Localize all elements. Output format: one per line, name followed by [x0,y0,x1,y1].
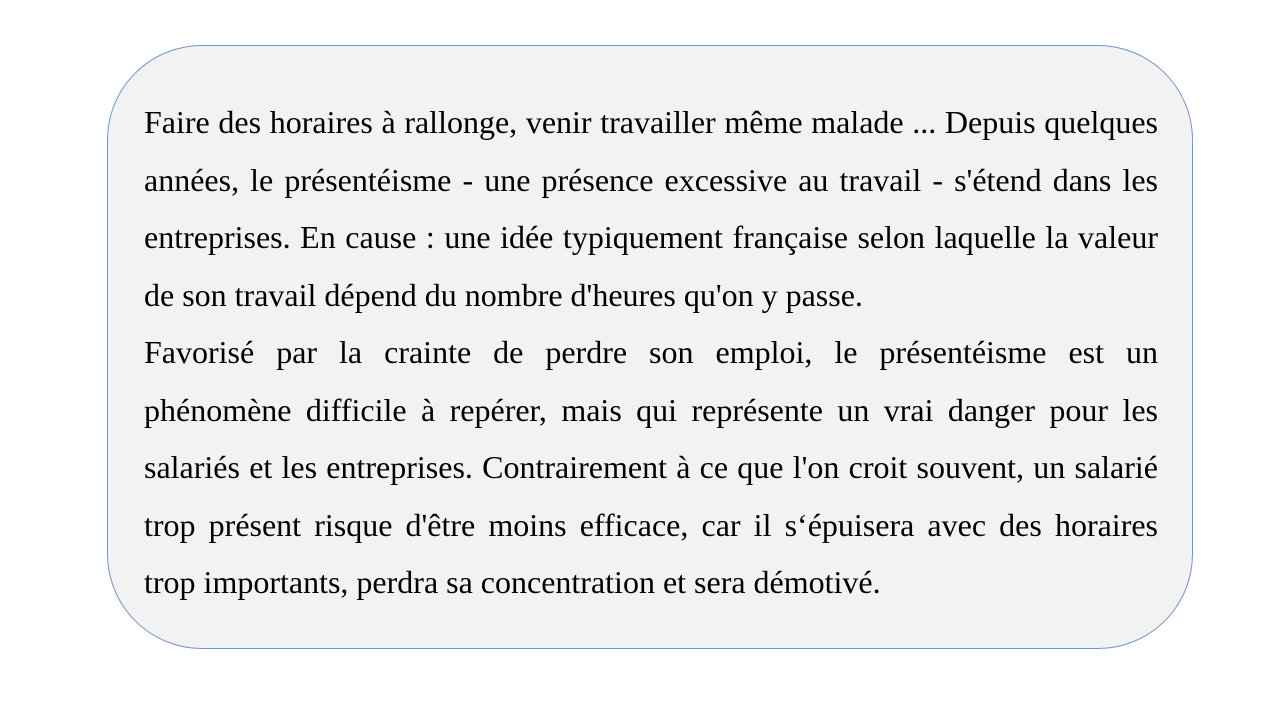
paragraph-presenteisme-dangers: Favorisé par la crainte de perdre son emploi, le présentéisme est un phénomène difficile à repérer, mais qui représente un vrai danger pour les salariés et les entreprises. Contrairement à ce que l'on croit souvent, un salarié trop présent risque d'être moins efficace, car il s‘épuisera avec des horaires trop importants, perdra sa concentration et sera démotivé. [144,334,1158,600]
paragraph-presenteisme-definition: Faire des horaires à rallonge, venir travailler même malade ... Depuis quelques années, le présentéisme - une présence excessive au travail - s'étend dans les entreprises. En cause : une idée typiquement française selon laquelle la valeur de son travail dépend du nombre d'heures qu'on y passe. [144,104,1158,313]
rounded-text-box [107,45,1193,649]
